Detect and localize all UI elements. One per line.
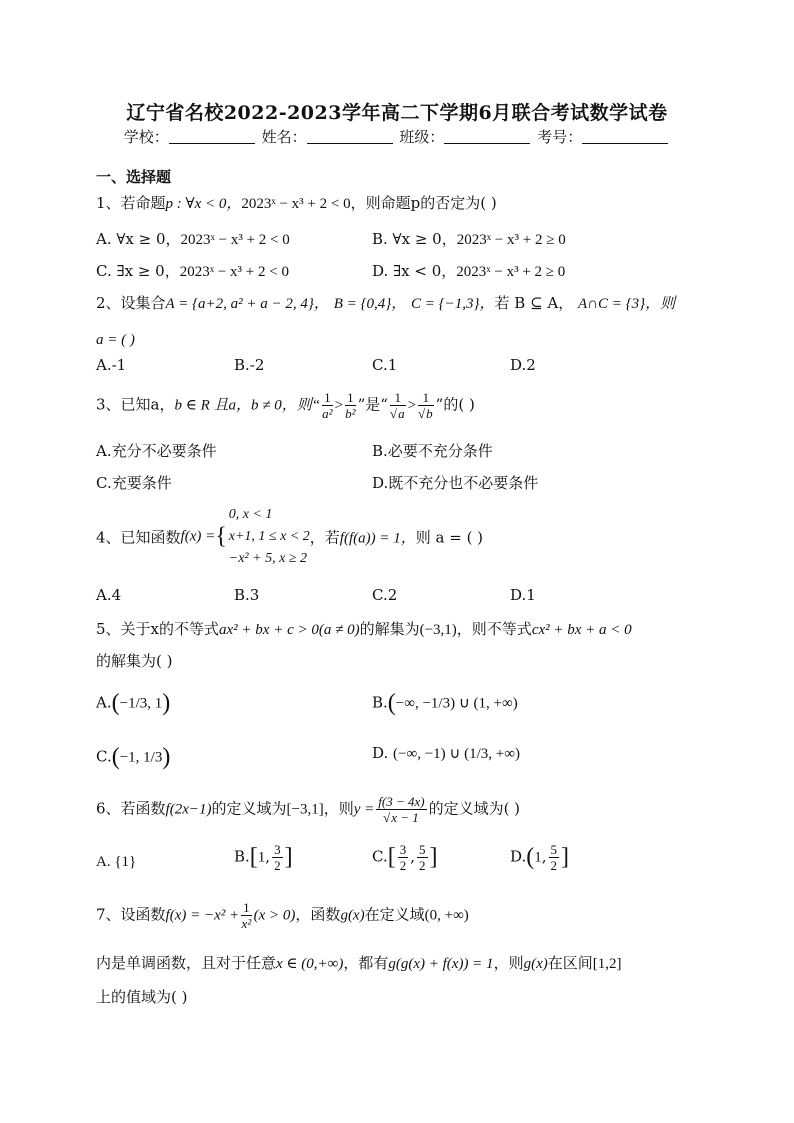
number-blank[interactable] bbox=[582, 129, 668, 144]
q6-b-den: 2 bbox=[274, 858, 281, 873]
q6-frac: $\frac{f(3 - 4x)}{√x - 1}$ bbox=[378, 794, 425, 825]
q5-option-a[interactable] bbox=[96, 690, 170, 717]
q4-option-b[interactable]: B.3 bbox=[234, 586, 260, 604]
q6-d-num: 5 bbox=[550, 842, 558, 857]
bracket-close-icon: ] bbox=[284, 844, 293, 870]
bracket-open-icon: [ bbox=[249, 844, 258, 870]
q6-d-label: D. bbox=[510, 847, 527, 866]
q4-prefix: 4、已知函数 bbox=[96, 528, 181, 547]
q4-option-c[interactable]: C.2 bbox=[372, 586, 398, 604]
q1-prefix: 1、若命题 bbox=[96, 194, 166, 212]
paren-open-icon: ( bbox=[387, 690, 396, 716]
q2-cond2: A∩C = {3}，则 bbox=[578, 296, 676, 312]
q6-d-den: 2 bbox=[550, 858, 558, 873]
q3-suffix: ”的( ) bbox=[435, 395, 475, 414]
paren-close-icon: ) bbox=[162, 690, 171, 716]
q6-mid: 的定义域为 bbox=[211, 799, 287, 818]
q6-b-frac bbox=[272, 842, 283, 873]
q5-sol: (−3,1) bbox=[419, 622, 457, 638]
q1-option-a[interactable] bbox=[96, 228, 290, 249]
q2-ask bbox=[96, 330, 135, 349]
q2-cond: 若 B ⊆ A， bbox=[494, 294, 574, 312]
q5-option-d[interactable] bbox=[372, 744, 520, 763]
q7-l2e: ，则 bbox=[493, 954, 524, 972]
q7-num: 1 bbox=[243, 900, 250, 915]
q5-a-label: A. bbox=[96, 693, 112, 712]
q5-mid: 的解集为 bbox=[359, 620, 420, 638]
q6-a-val: A. {1} bbox=[96, 854, 137, 870]
q7-frac bbox=[241, 900, 252, 931]
q4-ask: 则 a = ( ) bbox=[415, 528, 484, 547]
q1-b-label: B. ∀x ≥ 0， bbox=[372, 230, 457, 248]
q5-line2: 的解集为( ) bbox=[96, 652, 173, 670]
q1-option-d[interactable] bbox=[372, 260, 565, 281]
q7-prefix: 7、设函数 bbox=[96, 905, 166, 924]
paren-close-icon: ) bbox=[162, 744, 171, 770]
q3-option-d[interactable]: D.既不充分也不必要条件 bbox=[372, 474, 539, 492]
q3-sqrt-a: a bbox=[398, 406, 405, 421]
q3-frac-num: 1 bbox=[390, 390, 406, 406]
q6-d-lo: 1 bbox=[534, 849, 542, 866]
bracket-close-icon: ] bbox=[561, 844, 570, 870]
q5-option-b[interactable] bbox=[372, 690, 518, 717]
q6-y: y = bbox=[353, 801, 375, 818]
q7-cond: (x > 0) bbox=[253, 907, 296, 924]
q2-option-a[interactable]: A.-1 bbox=[96, 356, 127, 374]
q2-set-a: A = {a+2, a² + a − 2, 4}， bbox=[165, 296, 329, 312]
q5-expr2: cx² + bx + a < 0 bbox=[531, 622, 632, 638]
q6-stem bbox=[96, 794, 520, 825]
q6-option-b[interactable]: B.[1, $\frac{3}{2}$ ] bbox=[234, 842, 293, 873]
q7-l2b: x ∈ (0,+∞) bbox=[276, 956, 344, 972]
q1-expr: 2023ˣ − x³ + 2 < 0， bbox=[241, 196, 366, 212]
q6-prefix: 6、若函数 bbox=[96, 799, 166, 818]
q5-c-label: C. bbox=[96, 747, 112, 766]
q6-c-den1: 2 bbox=[399, 858, 407, 873]
school-label: 学校： bbox=[123, 128, 169, 146]
q3-mid: ”是“ bbox=[357, 395, 388, 414]
q5-c-val: −1, 1/3 bbox=[119, 749, 163, 766]
exam-title: 辽宁省名校2022-2023学年高二下学期6月联合考试数学试卷 bbox=[126, 102, 668, 124]
q2-option-d[interactable]: D.2 bbox=[510, 356, 536, 374]
q4-brace-icon: { bbox=[215, 523, 227, 550]
q2-set-b: B = {0,4}， bbox=[333, 296, 407, 312]
q5-expr: ax² + bx + c > 0(a ≠ 0) bbox=[219, 622, 360, 638]
q4-option-a[interactable]: A.4 bbox=[96, 586, 122, 604]
q6-b-num: 3 bbox=[274, 842, 281, 857]
q3-frac-den: a² bbox=[322, 406, 333, 421]
q6-den: x − 1 bbox=[391, 810, 419, 825]
q5-b-label: B. bbox=[372, 693, 388, 712]
q6-c-num1: 3 bbox=[399, 842, 407, 857]
q3-prefix: 3、已知a， bbox=[96, 395, 175, 414]
q1-option-b[interactable] bbox=[372, 228, 566, 249]
q1-a-label: A. ∀x ≥ 0， bbox=[96, 230, 181, 248]
q4-stem bbox=[96, 504, 483, 570]
section-heading: 一、选择题 bbox=[96, 168, 172, 186]
class-label: 班级： bbox=[399, 128, 445, 146]
bracket-open-icon: [ bbox=[387, 844, 396, 870]
q4-case-1: 0, x < 1 bbox=[228, 507, 273, 522]
q5-option-c[interactable] bbox=[96, 744, 170, 771]
q5-prefix: 5、关于x的不等式 bbox=[96, 620, 220, 638]
q2-ask-text: a = ( ) bbox=[96, 332, 135, 348]
bracket-close-icon: ] bbox=[429, 844, 438, 870]
name-label: 姓名： bbox=[261, 128, 307, 146]
q6-b-label: B. bbox=[234, 847, 250, 866]
q7-l2d: g(g(x) + f(x)) = 1 bbox=[388, 956, 494, 972]
q6-c-den2: 2 bbox=[419, 858, 426, 873]
q5-d-val: (−∞, −1) ∪ (1/3, +∞) bbox=[393, 746, 520, 762]
q7-mid2: 在定义域 bbox=[364, 905, 425, 924]
q4-option-d[interactable]: D.1 bbox=[510, 586, 536, 604]
q2-option-b[interactable]: B.-2 bbox=[234, 356, 265, 374]
q3-frac-num: 1 bbox=[418, 390, 434, 406]
q3-frac-den: b² bbox=[345, 406, 356, 421]
q7-line2 bbox=[96, 952, 622, 973]
q1-suffix: 则命题p的否定为( ) bbox=[365, 194, 497, 212]
q3-frac-num: 1 bbox=[347, 390, 354, 405]
q6-b-lo: 1 bbox=[257, 849, 266, 866]
q7-den: x² bbox=[241, 916, 252, 931]
q6-c-num2: 5 bbox=[419, 842, 426, 857]
q3-frac-b2 bbox=[345, 390, 356, 421]
q5-stem bbox=[96, 618, 632, 639]
q1-c-expr: 2023ˣ − x³ + 2 < 0 bbox=[179, 264, 289, 280]
q7-l2f: g(x) bbox=[523, 956, 548, 972]
q4-cond-expr: f(f(a)) = 1， bbox=[339, 530, 416, 547]
q7-mid: ，函数 bbox=[295, 905, 341, 924]
number-label: 考号： bbox=[537, 128, 583, 146]
q4-case-2: x+1, 1 ≤ x < 2 bbox=[228, 529, 310, 544]
q3-frac-sqb: $\frac{1}{√b}$ bbox=[418, 390, 433, 421]
q7-l2c: ，都有 bbox=[343, 954, 389, 972]
q2-set-c: C = {−1,3}， bbox=[411, 296, 495, 312]
q6-num: f(3 − 4x) bbox=[378, 794, 425, 809]
q2-prefix: 2、设集合 bbox=[96, 294, 166, 312]
q1-d-label: D. ∃x < 0， bbox=[372, 262, 457, 280]
q3-cond: b ∈ R 且a， bbox=[174, 397, 252, 414]
q4-fx: f(x) = bbox=[180, 528, 216, 545]
q3-cond2: b ≠ 0，则“ bbox=[251, 397, 321, 414]
q3-sqrt-b: b bbox=[426, 406, 433, 421]
q6-option-a[interactable] bbox=[96, 852, 136, 871]
q2-option-c[interactable]: C.1 bbox=[372, 356, 398, 374]
q6-c-frac1 bbox=[398, 842, 409, 873]
q7-g: g(x) bbox=[340, 907, 365, 924]
q7-l2h: [1,2] bbox=[592, 956, 622, 972]
q6-d-frac bbox=[549, 842, 560, 873]
q1-a-expr: 2023ˣ − x³ + 2 < 0 bbox=[180, 232, 290, 248]
q6-mid2: ，则 bbox=[323, 799, 354, 818]
q1-c-label: C. ∃x ≥ 0， bbox=[96, 262, 180, 280]
q1-p: p : ∀x < 0， bbox=[165, 196, 242, 212]
q7-line3: 上的值域为( ) bbox=[96, 988, 188, 1006]
q7-l2a: 内是单调函数，且对于任意 bbox=[96, 954, 277, 972]
name-blank[interactable] bbox=[307, 129, 393, 144]
q7-fx: f(x) = −x² + bbox=[165, 907, 240, 924]
paren-open-icon: ( bbox=[111, 690, 120, 716]
q1-d-expr: 2023ˣ − x³ + 2 ≥ 0 bbox=[456, 264, 566, 280]
q6-dom: [−3,1] bbox=[286, 801, 324, 818]
school-blank[interactable] bbox=[169, 129, 255, 144]
paren-open-icon: ( bbox=[111, 744, 120, 770]
q3-frac-sqa: $\frac{1}{√a}$ bbox=[389, 390, 405, 421]
q4-case-3: −x² + 5, x ≥ 2 bbox=[228, 551, 307, 566]
q6-c-label: C. bbox=[372, 847, 388, 866]
q3-stem bbox=[96, 390, 475, 421]
q5-mid2: ，则不等式 bbox=[456, 620, 532, 638]
q6-option-c[interactable]: C.[ $\frac{3}{2}$ , $\frac{5}{2}$ ] bbox=[372, 842, 438, 873]
q3-frac-num: 1 bbox=[324, 390, 331, 405]
q2-stem bbox=[96, 292, 675, 313]
q3-option-a[interactable]: A.充分不必要条件 bbox=[96, 442, 217, 460]
paren-open-icon: ( bbox=[526, 844, 535, 870]
q3-option-c[interactable]: C.充要条件 bbox=[96, 474, 172, 492]
q1-option-c[interactable] bbox=[96, 260, 289, 281]
class-blank[interactable] bbox=[444, 129, 530, 144]
q3-frac-a2 bbox=[322, 390, 333, 421]
q6-fexpr: f(2x−1) bbox=[165, 801, 212, 818]
q6-suffix: 的定义域为( ) bbox=[428, 799, 521, 818]
q5-a-val: −1/3, 1 bbox=[119, 695, 163, 712]
q6-c-frac2 bbox=[417, 842, 428, 873]
q1-stem bbox=[96, 192, 497, 213]
q5-b-val: −∞, −1/3) ∪ (1, +∞) bbox=[395, 695, 518, 712]
q6-option-d[interactable]: D.(1, $\frac{5}{2}$ ] bbox=[510, 842, 570, 873]
q4-cond: ，若 bbox=[309, 528, 340, 547]
q7-stem bbox=[96, 900, 469, 931]
q1-b-expr: 2023ˣ − x³ + 2 ≥ 0 bbox=[456, 232, 566, 248]
q7-l2g: 在区间 bbox=[547, 954, 593, 972]
q5-d-label: D. bbox=[372, 744, 389, 762]
student-info-row bbox=[0, 126, 794, 147]
q3-gt: > bbox=[334, 397, 344, 414]
q7-dom: (0, +∞) bbox=[424, 907, 469, 924]
q4-piecewise bbox=[225, 504, 310, 570]
q3-option-b[interactable]: B.必要不充分条件 bbox=[372, 442, 493, 460]
q3-gt: > bbox=[407, 397, 417, 414]
